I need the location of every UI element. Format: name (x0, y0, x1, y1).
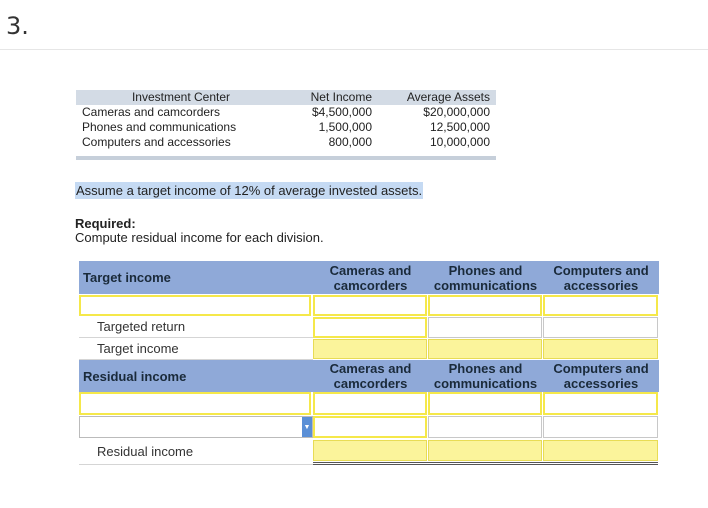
section-residual-income-header (79, 360, 313, 392)
center-name: Computers and accessories (82, 135, 231, 149)
col-header-line2: communications (433, 376, 538, 391)
row-label-select[interactable] (79, 416, 313, 438)
col-header-line1: Computers and (553, 361, 649, 376)
col-header-line2: communications (433, 277, 538, 293)
average-assets-value: $20,000,000 (423, 105, 490, 119)
double-underline-bottom (313, 464, 658, 465)
col-header-line2: accessories (563, 376, 639, 391)
phones-input-2[interactable] (428, 392, 542, 415)
question-number: 3. (6, 12, 29, 40)
col-header-phones-2 (428, 360, 543, 392)
phones-input[interactable] (428, 295, 542, 316)
table-row (76, 120, 496, 135)
targeted-return-cameras-input[interactable] (313, 317, 427, 338)
net-income-value: 1,500,000 (318, 120, 372, 134)
row-label-input[interactable] (79, 295, 311, 316)
residual-income-phones-cell[interactable] (428, 440, 542, 461)
targeted-return-phones-input[interactable] (428, 317, 542, 338)
double-underline-top (313, 462, 658, 463)
col-header-line1: Cameras and (329, 262, 412, 278)
computers-input-2[interactable] (543, 392, 658, 415)
col-header-phones (428, 261, 543, 294)
residual-income-cameras-cell[interactable] (313, 440, 427, 461)
required-label: Required: (75, 216, 136, 231)
assumption-text: Assume a target income of 12% of average invested assets. (76, 183, 423, 198)
section-target-income-label: Target income (83, 270, 171, 285)
average-assets-value: 10,000,000 (429, 135, 490, 149)
chevron-down-icon[interactable]: ▼ (302, 417, 312, 437)
targeted-return-label: Targeted return (97, 319, 186, 334)
investment-data-table (76, 90, 496, 160)
net-income-value: $4,500,000 (311, 105, 372, 119)
col-header-line2: camcorders (333, 376, 408, 391)
center-name: Cameras and camcorders (82, 105, 221, 119)
residual-income-computers-cell[interactable] (543, 440, 658, 461)
answer-grid (79, 261, 659, 466)
table-header-row (76, 90, 496, 105)
net-income-value: 800,000 (328, 135, 372, 149)
table-bottom-bar (76, 156, 496, 160)
target-income-phones-cell[interactable] (428, 339, 542, 359)
table-row (76, 135, 496, 150)
target-income-computers-cell[interactable] (543, 339, 658, 359)
col-header-line1: Computers and (553, 262, 649, 278)
target-income-row-label (79, 338, 313, 360)
residual-income-row-label (79, 439, 313, 465)
col-header-cameras-2 (313, 360, 428, 392)
col-header-line2: accessories (563, 277, 639, 293)
center-name: Phones and communications (82, 120, 237, 134)
table-row (76, 105, 496, 120)
header-average-assets: Average Assets (406, 90, 490, 104)
col-header-computers (543, 261, 659, 294)
select-row-computers-input[interactable] (543, 416, 658, 438)
header-net-income: Net Income (310, 90, 372, 104)
divider (0, 49, 708, 50)
select-row-cameras-input[interactable] (313, 416, 427, 438)
row-label-input-2[interactable] (79, 392, 311, 415)
targeted-return-computers-input[interactable] (543, 317, 658, 338)
cameras-input-2[interactable] (313, 392, 427, 415)
average-assets-value: 12,500,000 (429, 120, 490, 134)
target-income-cameras-cell[interactable] (313, 339, 427, 359)
col-header-line1: Phones and (448, 262, 523, 278)
target-income-label: Target income (97, 341, 179, 356)
targeted-return-row-label (79, 316, 313, 338)
select-row-phones-input[interactable] (428, 416, 542, 438)
col-header-line1: Phones and (448, 361, 523, 376)
col-header-line2: camcorders (333, 277, 408, 293)
cameras-input[interactable] (313, 295, 427, 316)
computers-input[interactable] (543, 295, 658, 316)
header-investment-center: Investment Center (131, 90, 231, 104)
col-header-line1: Cameras and (329, 361, 412, 376)
section-residual-income-label: Residual income (83, 368, 187, 384)
col-header-computers-2 (543, 360, 659, 392)
section-target-income-header (79, 261, 313, 294)
residual-income-label: Residual income (97, 444, 194, 459)
col-header-cameras (313, 261, 428, 294)
required-text: Compute residual income for each division. (75, 230, 324, 245)
